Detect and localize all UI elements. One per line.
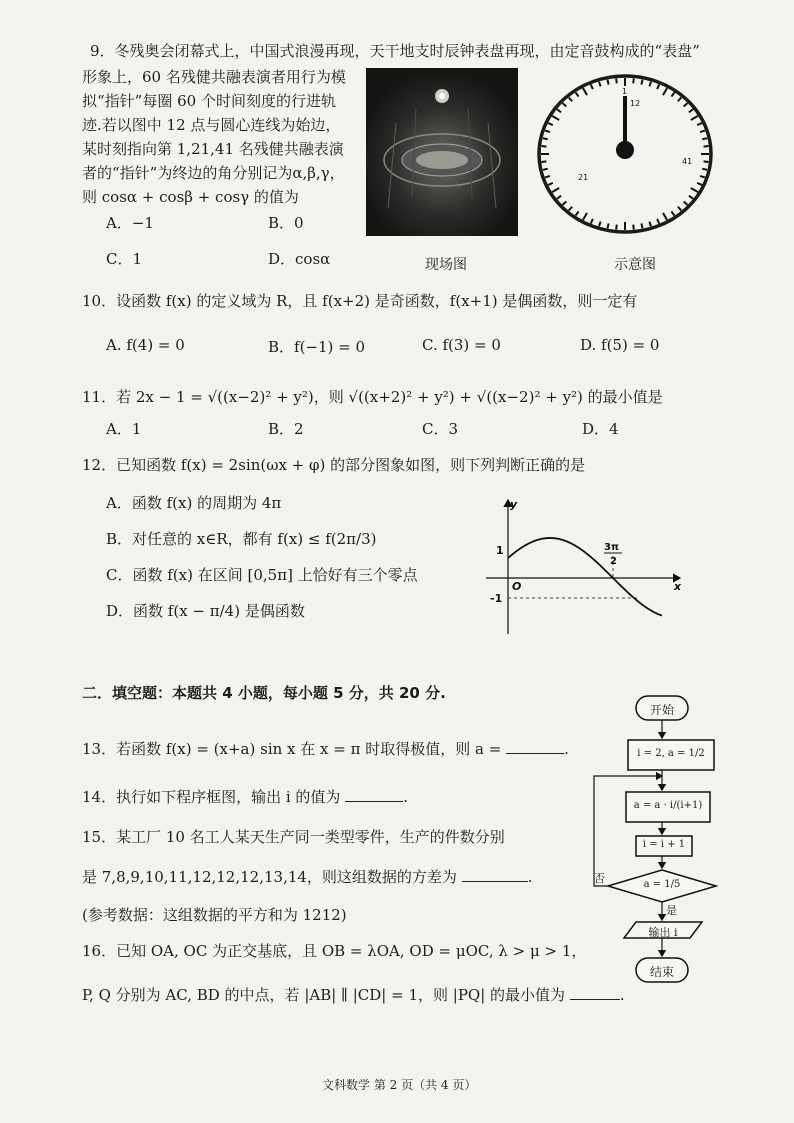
dial-tick (543, 169, 548, 170)
x-axis-label: x (674, 580, 682, 593)
dial-tick (697, 123, 702, 125)
clock-dial-diagram (534, 72, 716, 236)
dial-tick (657, 219, 659, 224)
fc-init-label: i = 2, a = 1/2 (637, 748, 705, 759)
fc-assign-label: a = a · i/(i+1) (633, 800, 703, 811)
q11-option-c: C．3 (422, 420, 459, 438)
dial-tick (700, 131, 705, 133)
q10-option-c: C. f(3) = 0 (422, 336, 501, 354)
q16-line2 (82, 984, 625, 1006)
q9-option-c: C．1 (106, 250, 143, 268)
q9-line7: 则 cosα + cosβ + cosγ 的值为 (82, 188, 299, 206)
dial-tick (608, 80, 609, 85)
q16-answer-blank[interactable] (570, 999, 620, 1000)
dial-tick (671, 211, 674, 215)
flowchart (586, 694, 736, 990)
q15-end: . (527, 868, 533, 886)
dial-tick (684, 103, 688, 106)
scene-photo (366, 68, 518, 236)
q15-answer-blank[interactable] (462, 881, 528, 882)
dial-tick (689, 109, 693, 112)
dial-tick (689, 196, 693, 199)
dial-tick (641, 223, 642, 228)
q16-line1: 16．已知 OA, OC 为正交基底，且 OB = λOA, OD = μOC, λ > μ > 1， (82, 942, 587, 960)
tick-label-neg1: -1 (490, 592, 503, 605)
dial-tick (649, 222, 651, 227)
q16-end: . (619, 986, 625, 1004)
dial-tick (671, 93, 674, 97)
dial-tick (663, 213, 667, 220)
dial-tick (569, 98, 572, 102)
dial-tick (599, 222, 601, 227)
dial-label-41: 41 (682, 157, 693, 166)
section-2-title: 二．填空题：本题共 4 小题，每小题 5 分，共 20 分. (82, 684, 446, 702)
fc-start-label: 开始 (649, 703, 674, 717)
q15-line2-body: 是 7,8,9,10,11,12,12,12,13,14，则这组数据的方差为 (82, 868, 457, 886)
q11-option-d: D．4 (582, 420, 619, 438)
dial-tick (641, 80, 642, 85)
dial-tick (583, 88, 587, 95)
dial-tick (684, 202, 688, 205)
q9-option-d: D．cosα (268, 250, 331, 268)
q15-line2 (82, 866, 532, 888)
fc-end-label: 结束 (649, 965, 674, 979)
q13-text (82, 738, 569, 760)
fc-incr-label: i = i + 1 (642, 839, 686, 850)
dial-tick (552, 188, 559, 192)
dial-label-1: 1 (622, 87, 628, 96)
q11-option-a: A．1 (106, 420, 142, 438)
dial-tick (552, 116, 559, 120)
page-footer: 文科数学 第 2 页（共 4 页） (322, 1078, 477, 1092)
q14-text-body: 14．执行如下程序框图，输出 i 的值为 (82, 788, 341, 806)
q12-option-d: D．函数 f(x − π/4) 是偶函数 (106, 602, 305, 620)
q12-option-c: C．函数 f(x) 在区间 [0,5π] 上恰好有三个零点 (106, 566, 418, 584)
q10-option-d: D. f(5) = 0 (580, 336, 660, 354)
q12-option-b: B．对任意的 x∈R，都有 f(x) ≤ f(2π/3) (106, 530, 377, 548)
dial-label-12: 12 (630, 99, 641, 108)
q15-reference: (参考数据：这组数据的平方和为 1212) (82, 906, 347, 924)
q11-text: 11．若 2x − 1 = √((x−2)² + y²)，则 √((x+2)² + y²) + √((x−2)² + y²) 的最小值是 (82, 388, 663, 406)
q13-answer-blank[interactable] (506, 753, 564, 754)
q9-line5: 某时刻指向第 1,21,41 名残健共融表演 (82, 140, 344, 158)
q12-text: 12．已知函数 f(x) = 2sin(ωx + φ) 的部分图象如图，则下列判断正确的是 (82, 456, 586, 474)
dial-tick (576, 93, 579, 97)
dial-tick (569, 207, 572, 211)
q9-option-b: B．0 (268, 214, 304, 232)
dial-tick (557, 196, 561, 199)
q14-end: . (403, 788, 408, 806)
q12-option-a: A．函数 f(x) 的周期为 4π (106, 494, 282, 512)
q14-text (82, 786, 408, 808)
dial-tick (663, 88, 667, 95)
dial-tick (691, 188, 698, 192)
dial-tick (543, 138, 548, 139)
dial-tick (700, 176, 705, 178)
q13-end: . (564, 740, 569, 758)
dial-tick (576, 211, 579, 215)
dial-label-21: 21 (578, 173, 589, 182)
q14-answer-blank[interactable] (345, 801, 403, 802)
y-axis-label: y (510, 498, 518, 511)
dial-tick (563, 202, 567, 205)
dial-tick (704, 161, 709, 162)
dial-tick (545, 176, 550, 178)
q9-line6: 者的“指针”为终边的角分别记为α,β,γ， (82, 164, 345, 182)
dial-tick (633, 78, 634, 83)
dial-tick (563, 103, 567, 106)
dial-tick (541, 146, 546, 147)
tick-label-2: 2 (610, 556, 617, 567)
dial-tick (557, 109, 561, 112)
dial-tick (583, 213, 587, 220)
dial-tick (633, 225, 634, 230)
q10-option-b: B．f(−1) = 0 (268, 338, 366, 356)
dial-tick (678, 207, 681, 211)
dial-tick (678, 98, 681, 102)
dial-tick (548, 123, 553, 125)
dial-tick (697, 183, 702, 185)
dial-tick (657, 85, 659, 90)
q10-option-a: A. f(4) = 0 (106, 336, 185, 354)
q11-option-b: B．2 (268, 420, 304, 438)
fc-output-label: 输出 i (648, 926, 678, 939)
q9-line4: 迹.若以图中 12 点与圆心连线为始边， (82, 116, 341, 134)
dial-tick (702, 169, 707, 170)
dial-tick (616, 225, 617, 230)
dial-tick (591, 219, 593, 224)
fc-no-label: 否 (594, 872, 605, 885)
tick-label-1: 1 (496, 544, 504, 557)
dial-tick (545, 131, 550, 133)
dial-tick (591, 85, 593, 90)
dial-tick (541, 161, 546, 162)
q9-option-a: A．−1 (106, 214, 154, 232)
fc-cond-label: a = 1/5 (643, 879, 681, 890)
dial-tick (691, 116, 698, 120)
q9-line2: 形象上，60 名残健共融表演者用行为模 (82, 68, 346, 86)
origin-label: O (512, 580, 522, 593)
fc-yes-label: 是 (666, 904, 677, 917)
q16-line2-body: P, Q 分别为 AC, BD 的中点，若 |AB| ∥ |CD| = 1，则 |PQ| 的最小值为 (82, 986, 566, 1004)
dial-tick (599, 82, 601, 87)
caption-schematic: 示意图 (614, 257, 656, 273)
dial-tick (702, 138, 707, 139)
q9-line1: 9．冬残奥会闭幕式上，中国式浪漫再现，天干地支时辰钟表盘再现，由定音鼓构成的“表盘” (90, 42, 700, 60)
caption-scene: 现场图 (425, 257, 467, 273)
dial-tick (548, 183, 553, 185)
sine-graph (476, 494, 688, 640)
q15-line1: 15．某工厂 10 名工人某天生产同一类型零件，生产的件数分别 (82, 828, 505, 846)
tick-label-3pi: 3π (604, 542, 619, 553)
q9-line3: 拟“指针”每圈 60 个时间刻度的行进轨 (82, 92, 336, 110)
dial-tick (649, 82, 651, 87)
sine-curve (508, 538, 662, 616)
dial-tick (608, 223, 609, 228)
dial-tick (616, 78, 617, 83)
q10-text: 10．设函数 f(x) 的定义域为 R，且 f(x+2) 是奇函数，f(x+1) 是偶函数，则一定有 (82, 292, 638, 310)
q13-text-body: 13．若函数 f(x) = (x+a) sin x 在 x = π 时取得极值，则 a = (82, 740, 502, 758)
dial-tick (704, 146, 709, 147)
